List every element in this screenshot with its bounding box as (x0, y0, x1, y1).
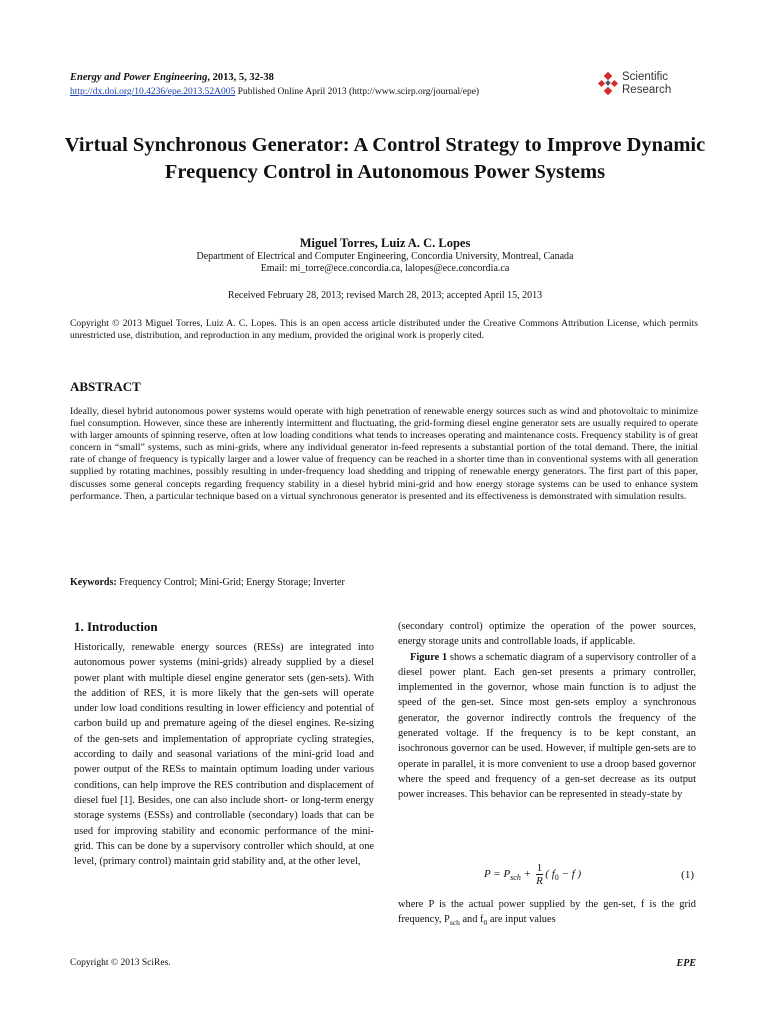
logo-line-1: Scientific (622, 71, 669, 83)
eq-explanation-text: where P is the actual power supplied by the gen-set, f is the grid frequency, P (398, 899, 696, 926)
eq-explanation-mid: and f (459, 914, 484, 926)
introduction-left-column: Historically, renewable energy sources (RESs) are integrated into autonomous power systems (mini-grids) already supplied by a diesel power plant with multiple diesel engine generator sets (gen-sets). With the addition of RES, it is more likely that the gen-sets will operate under low load conditions resulting in lower efficiency and potential of carbon build up and premature ageing of the diesel engines. Re-sizing of the gen-sets and implementation of appropriate cycling strategies, according to daily and seasonal variations of the mini-grid load and power output of the RESs to maintain optimum loading under various conditions, can help improve the RES contribution and displacement of diesel fuel [1]. Besides, one can also include short- or long-term energy storage systems (ESSs) and controllable (secondary) loads that can be used for improving stability and economic performance of the mini-grid. This can be done by a supervisory controller which should, at one level, (primary control) maintain grid stability and, at the other level, (74, 642, 374, 868)
journal-name: Energy and Power Engineering (70, 72, 208, 83)
paper-authors: Miguel Torres, Luiz A. C. Lopes (299, 236, 471, 250)
scirp-logo-icon (596, 72, 620, 96)
paragraph-figure-1-text: shows a schematic diagram of a supervisory controller of a diesel power plant. Each gen-set presents a primary controller, implemented in the governor, whose main function is to adjust the speed of the gen-set. Since most gen-sets employ a synchronous generator, the governor indirectly controls the frequency of the generated voltage. If the frequency is to be kept constant, an isochronous governor can be used. However, if multiple gen-sets are to operate in parallel, it is more convenient to use a droop based governor where the speed and frequency of a gen-set decrease as its output power increases. This behavior can be represented in steady-state by (398, 651, 696, 801)
figure-1-reference[interactable]: Figure 1 (410, 651, 448, 663)
scientific-research-logo (596, 70, 706, 100)
equation-explanation (398, 897, 696, 931)
introduction-right-column (398, 619, 696, 803)
footer-copyright: Copyright © 2013 SciRes. (70, 958, 171, 968)
keywords (70, 577, 345, 588)
section-heading-introduction: 1. Introduction (74, 619, 158, 634)
eq-explanation-end: are input values (487, 914, 556, 926)
eq-frac-den: R (536, 875, 543, 887)
logo-line-2: Research (622, 84, 672, 96)
eq-frac-num: 1 (536, 862, 543, 874)
eq-explanation-sub2: 0 (483, 918, 488, 928)
eq-plus: + (520, 868, 534, 881)
journal-citation (70, 72, 274, 83)
logo-text (622, 71, 671, 97)
keywords-label: Keywords: (70, 577, 117, 588)
eq-lhs: P = P (484, 868, 511, 881)
eq-tail: − f ) (558, 868, 582, 881)
equation-body (484, 862, 581, 887)
abstract-heading: ABSTRACT (70, 379, 141, 394)
journal-volume: , 2013, 5, 32-38 (207, 72, 274, 83)
eq-fraction (536, 862, 544, 887)
eq-f0-sub: 0 (554, 873, 559, 883)
paragraph-secondary-control: (secondary control) optimize the operation of the power sources, energy storage units and controllable loads, if applicable. (398, 621, 696, 648)
doi-link[interactable]: http://dx.doi.org/10.4236/epe.2013.52A005 (70, 87, 236, 97)
received-dates: Received February 28, 2013; revised March 28, 2013; accepted April 15, 2013 (227, 290, 543, 301)
keywords-list: Frequency Control; Mini-Grid; Energy Storage; Inverter (116, 577, 345, 588)
author-affiliation-block (60, 251, 710, 275)
copyright-notice: Copyright © 2013 Miguel Torres, Luiz A. C. Lopes. This is an open access article distributed under the Creative Commons Attribution License, which permits unrestricted use, distribution, and reproduction in any medium, provided the original work is properly cited. (70, 318, 698, 341)
eq-explanation-sub: sch (449, 918, 460, 928)
paper-title: Virtual Synchronous Generator: A Control Strategy to Improve Dynamic Frequency Control in Autonomous Power Systems (64, 134, 706, 183)
published-online-text: Published Online April 2013 (http://www.scirp.org/journal/epe) (235, 87, 480, 97)
equation-1 (398, 862, 696, 892)
paragraph-figure-1 (398, 650, 696, 803)
eq-sch-sub: sch (510, 873, 521, 883)
affiliation: Department of Electrical and Computer Engineering, Concordia University, Montreal, Canada (196, 251, 574, 262)
doi-line (70, 87, 479, 97)
footer-journal-abbr: EPE (676, 958, 696, 969)
eq-paren: ( f (545, 868, 555, 881)
equation-number: (1) (681, 869, 694, 881)
abstract-text: Ideally, diesel hybrid autonomous power systems would operate with high penetration of renewable energy sources such as wind and photovoltaic to minimize fuel consumption. However, since these are inherently intermittent and fluctuating, the grid-forming diesel engine generator sets are usually required to operate with larger amounts of spinning reserve, often at low loading conditions what tends to increases operating and maintenance costs. Frequency stability is of great concern in “small” systems, such as mini-grids, where any individual generator in-feed represents a substantial portion of the total demand. There, the initial rate of change of frequency is typically larger and a lower value of frequency can be reached in a shorter time than in conventional systems with all generation supplied by rotating machines, possibly resulting in under-frequency load shedding and tripping of renewable energy generators. The first part of this paper, discusses some general concepts regarding frequency stability in a diesel hybrid mini-grid and how energy storage systems can be used to enhance system performance. Then, a particular technique based on a virtual synchronous generator is presented and its effectiveness is demonstrated with simulation results. (70, 406, 698, 502)
author-email: Email: mi_torre@ece.concordia.ca, lalopes@ece.concordia.ca (260, 263, 510, 274)
